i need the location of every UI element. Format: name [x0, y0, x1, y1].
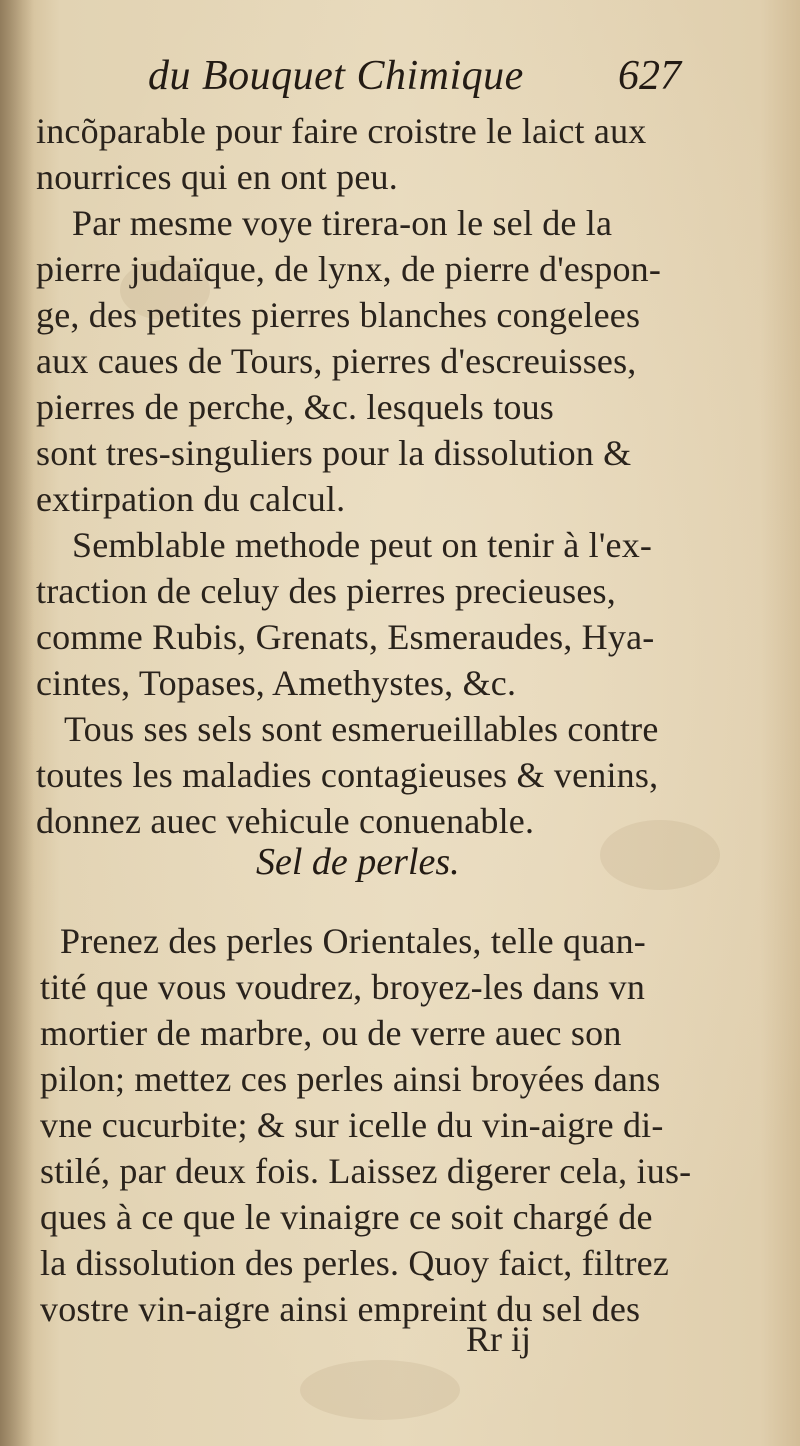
text-line: pierres de perche, &c. lesquels tous: [36, 387, 555, 427]
section-heading: Sel de perles.: [256, 841, 460, 883]
text-line: vostre vin-aigre ainsi empreint du sel des: [40, 1289, 641, 1329]
page-header: [0, 48, 800, 108]
text-line: extirpation du calcul.: [36, 479, 346, 519]
page-number: 627: [618, 53, 681, 99]
text-line: Semblable methode peut on tenir à l'ex-: [72, 525, 653, 565]
text-line: donnez auec vehicule conuenable.: [36, 801, 535, 841]
text-line: tité que vous voudrez, broyez-les dans vn: [40, 967, 646, 1007]
text-line: pierre judaïque, de lynx, de pierre d'espon-: [36, 249, 662, 289]
text-line: toutes les maladies contagieuses & venins,: [36, 755, 659, 795]
text-line: incõparable pour faire croistre le laict aux: [36, 111, 647, 151]
text-line: la dissolution des perles. Quoy faict, filtrez: [40, 1243, 670, 1283]
text-line: sont tres-singuliers pour la dissolution &: [36, 433, 632, 473]
paper-stain: [300, 1360, 460, 1420]
text-line: nourrices qui en ont peu.: [36, 157, 398, 197]
signature-mark: Rr ij: [466, 1319, 532, 1359]
text-line: comme Rubis, Grenats, Esmeraudes, Hya-: [36, 617, 655, 657]
text-line: Par mesme voye tirera-on le sel de la: [72, 203, 613, 243]
text-line: aux caues de Tours, pierres d'escreuisses,: [36, 341, 637, 381]
text-line: traction de celuy des pierres precieuses,: [36, 571, 616, 611]
text-line: vne cucurbite; & sur icelle du vin-aigre di-: [40, 1105, 664, 1145]
running-head: du Bouquet Chimique: [148, 53, 524, 99]
text-line: stilé, par deux fois. Laissez digerer cela, ius-: [40, 1151, 692, 1191]
text-line: Tous ses sels sont esmerueillables contre: [64, 709, 659, 749]
text-line: pilon; mettez ces perles ainsi broyées dans: [40, 1059, 661, 1099]
paper-stain: [600, 820, 720, 890]
gutter-shadow: [0, 0, 34, 1446]
text-line: Prenez des perles Orientales, telle quan-: [60, 921, 646, 961]
text-line: mortier de marbre, ou de verre auec son: [40, 1013, 622, 1053]
text-line: ques à ce que le vinaigre ce soit chargé de: [40, 1197, 653, 1237]
text-line: ge, des petites pierres blanches congelees: [36, 295, 641, 335]
text-line: cintes, Topases, Amethystes, &c.: [36, 663, 517, 703]
